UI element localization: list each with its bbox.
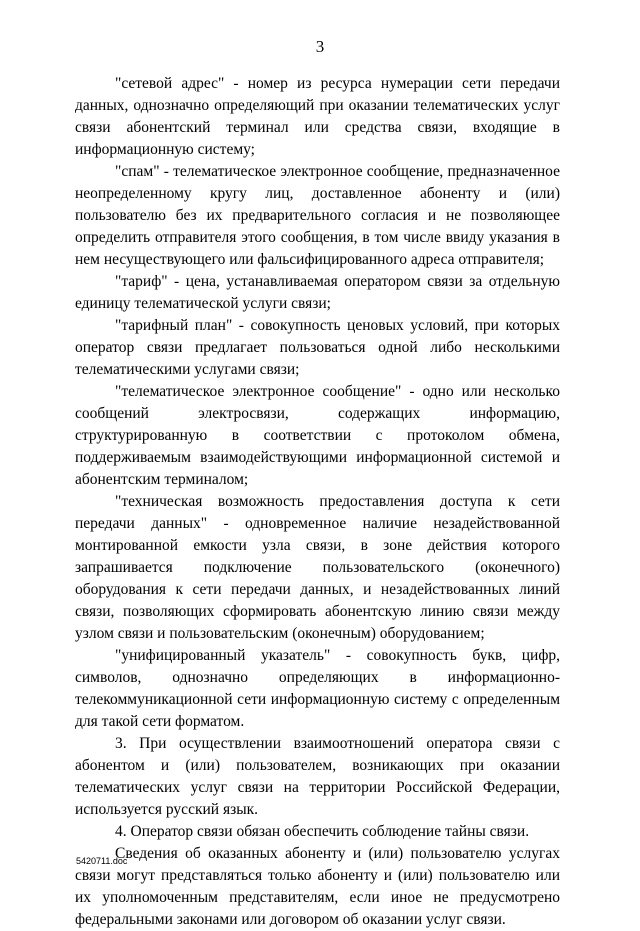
definition-spam: "спам" - телематическое электронное сообщение, предназначенное неопределенному кругу лиц, доставленное абоненту и (или) пользователю без их предварительного согласия и не позволяющее определить отправителя этого сообщения, в том числе ввиду указания в нем несуществующего или фальсифицированного адреса отправителя; (75, 163, 560, 268)
definition-network-address: "сетевой адрес" - номер из ресурса нумерации сети передачи данных, однозначно определяющий при оказании телематических услуг связи абонентский терминал или средства связи, входящие в информационную систему; (75, 75, 560, 158)
footer-file-code: 5420711.doc (76, 856, 128, 866)
clause-3: 3. При осуществлении взаимоотношений оператора связи с абонентом и (или) пользователем, возникающих при оказании телематических услуг связи на территории Российской Федерации, используется русский язык. (75, 735, 560, 818)
definition-unified-pointer: "унифицированный указатель" - совокупность букв, цифр, символов, однозначно определяющих в информационно-телекоммуникационной сети информационную систему с определенным для такой сети форматом. (75, 647, 560, 730)
definition-tariff-plan: "тарифный план" - совокупность ценовых условий, при которых оператор связи предлагает пользоваться одной либо несколькими телематическими услугами связи; (75, 317, 560, 378)
page-number: 3 (315, 37, 325, 56)
definition-technical-possibility: "техническая возможность предоставления доступа к сети передачи данных" - одновременное наличие незадействованной монтированной емкости узла связи, в зоне действия которого запрашивается подключение пользовательского (оконечного) оборудования к сети передачи данных, и незадействованных линий связи, позволяющих сформировать абонентскую линию связи между узлом связи и пользовательским (оконечным) оборудованием; (75, 493, 560, 642)
clause-4: 4. Оператор связи обязан обеспечить соблюдение тайны связи. (115, 823, 530, 840)
definition-tariff: "тариф" - цена, устанавливаемая оператором связи за отдельную единицу телематической услуги связи; (75, 273, 560, 312)
clause-4-details: Сведения об оказанных абоненту и (или) пользователю услугах связи могут представляться только абоненту и (или) пользователю или их уполномоченным представителям, если иное не предусмотрено федеральными законами или договором об оказании услуг связи. (75, 845, 560, 928)
document-body (75, 73, 560, 931)
definition-telematic-message: "телематическое электронное сообщение" - одно или несколько сообщений электросвязи, содержащих информацию, структурированную в соответствии с протоколом обмена, поддерживаемым взаимодействующими информационной системой и абонентским терминалом; (75, 383, 560, 488)
